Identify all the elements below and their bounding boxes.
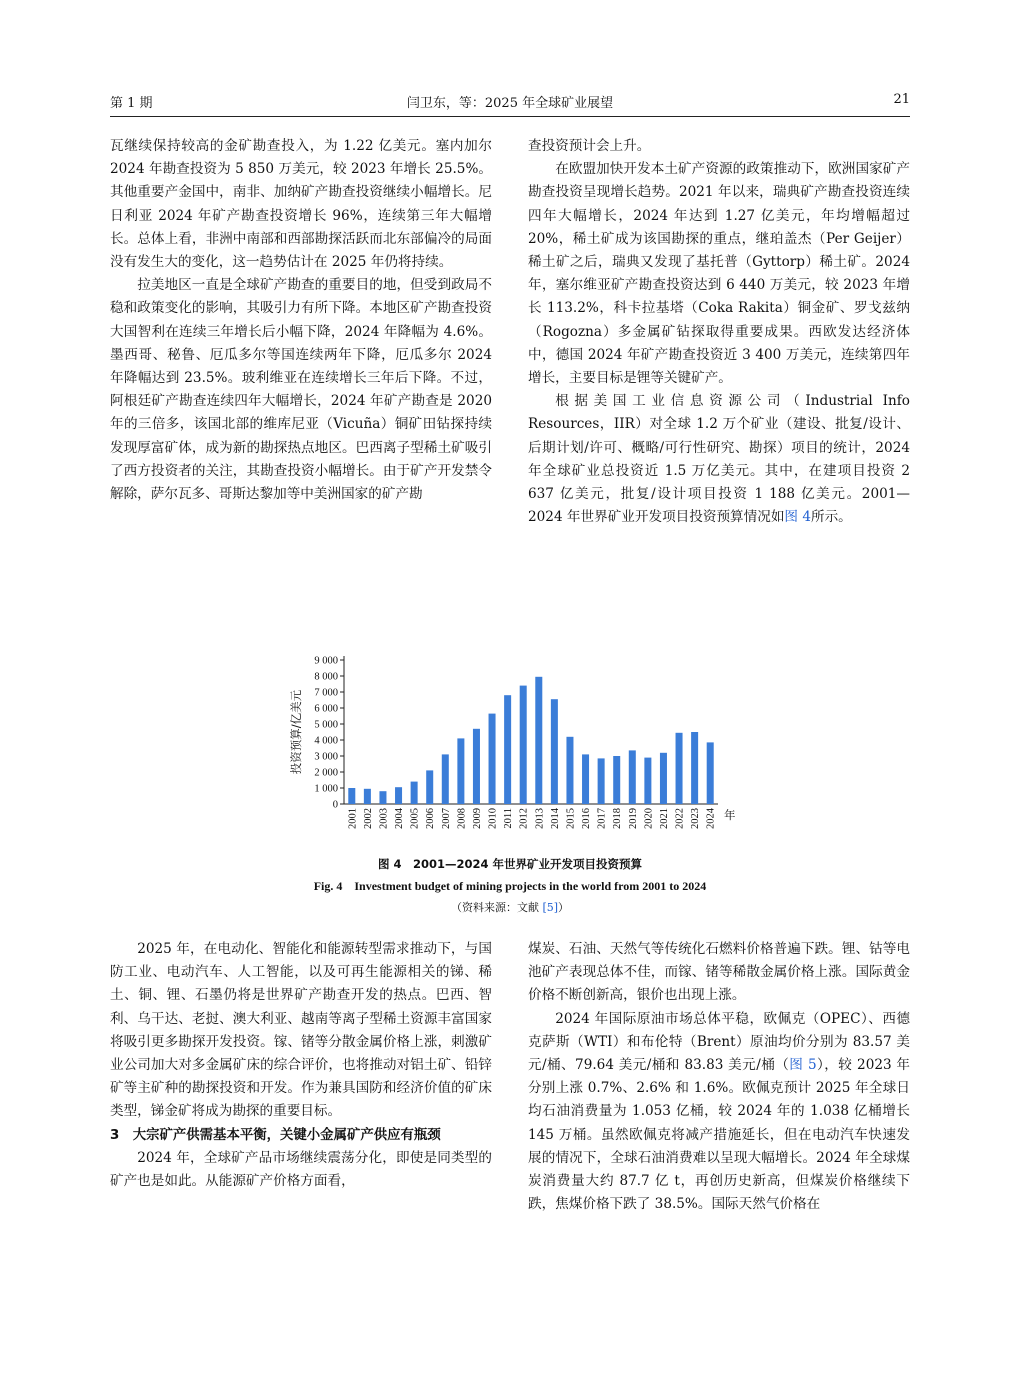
bar-2011 [504, 695, 511, 804]
x-tick-label: 2007 [440, 808, 452, 829]
left-column-top [110, 135, 492, 506]
paragraph-europe: 在欧盟加快开发本土矿产资源的政策推动下，欧洲国家矿产勘查投资呈现增长趋势。2021 年以来，瑞典矿产勘查投资连续四年大幅增长，2024 年达到 1.27 亿美元，年均增幅超过 20%，稀土矿成为该国勘探的重点，继珀盖杰（Per Geijer）稀土矿之后，瑞典又发现了基托普（Gyttorp）稀土矿。2024 年，塞尔维亚矿产勘查投资达到 6 440 万美元，较 2023 年增长 113.2%，科卡拉基塔（Coka Rakita）铜金矿、罗戈兹纳（Rogozna）多金属矿钻探取得重要成果。西欧发达经济体中，德国 2024 年矿产勘查投资近 3 400 万美元，连续第四年增长，主要目标是锂等关键矿产。 [528, 161, 910, 387]
bar-2007 [442, 754, 449, 804]
x-tick-label: 2015 [565, 808, 577, 829]
y-tick-label: 6 000 [314, 703, 338, 715]
right-column-bottom [528, 938, 910, 1216]
x-tick-label: 2016 [581, 808, 593, 829]
bar-2017 [598, 758, 605, 804]
x-tick-label: 2006 [425, 808, 437, 829]
figure-source [110, 899, 910, 915]
x-tick-label: 2018 [612, 808, 624, 829]
x-tick-label: 2010 [487, 808, 499, 829]
x-tick-label: 2013 [534, 808, 546, 829]
paragraph-oil-market [528, 1008, 910, 1217]
bar-2012 [520, 686, 527, 804]
oil-text-end: ），较 2023 年分别上涨 0.7%、2.6% 和 1.6%。欧佩克预计 2025 年全球日均石油消费量为 1.053 亿桶，较 2024 年的 1.038 亿桶增长 145 万桶。虽然欧佩克将减产措施延长，但在电动汽车快速发展的情况下，全球石油消费难以呈现大幅增长。2024 年全球煤炭消费量大约 87.7 亿 t，再创历史新高，但煤炭价格继续下跌，焦煤价格下跌了 38.5%。国际天然气价格在 [528, 1057, 910, 1213]
bar-2018 [613, 756, 620, 804]
x-tick-label: 2020 [643, 808, 655, 829]
bar-2010 [489, 714, 496, 804]
iir-text: 根据美国工业信息资源公司（Industrial Info Resources，IIR）对全球 1.2 万个矿业（建设、批复/设计、后期计划/许可、概略/可行性研究、勘探）项目的统计，2024 年全球矿业总投资近 1.5 万亿美元。其中，在建项目投资 2 637 亿美元，批复/设计项目投资 1 188 亿美元。2001—2024 年世界矿业开发项目投资预算情况如 [528, 393, 910, 526]
header-rule [110, 116, 910, 117]
bar-2008 [457, 738, 464, 804]
y-tick-label: 0 [332, 799, 338, 811]
running-header [110, 92, 910, 114]
x-axis-label: 年 [724, 808, 736, 822]
figure-4-link[interactable]: 图 4 [784, 509, 811, 526]
page-number: 21 [893, 92, 910, 107]
paragraph-market-2024: 2024 年，全球矿产品市场继续震荡分化，即使是同类型的矿产也是如此。从能源矿产价格方面看， [110, 1149, 492, 1190]
running-title: 闫卫东，等：2025 年全球矿业展望 [406, 96, 614, 111]
x-tick-label: 2001 [347, 808, 359, 829]
bar-2021 [660, 753, 667, 804]
y-tick-label: 8 000 [314, 671, 338, 683]
bar-2002 [364, 789, 371, 804]
y-tick-label: 1 000 [314, 783, 338, 795]
x-tick-label: 2008 [456, 808, 468, 829]
x-tick-label: 2021 [658, 808, 670, 829]
paragraph-2025-outlook: 2025 年，在电动化、智能化和能源转型需求推动下，与国防工业、电动汽车、人工智能，以及可再生能源相关的锑、稀土、铜、锂、石墨仍将是世界矿产勘查开发的热点。巴西、智利、乌干达、老挝、澳大利亚、越南等离子型稀土资源丰富国家将吸引更多勘探开发投资。镓、锗等分散金属价格上涨，刺激矿业公司加大对多金属矿床的综合评价，也将推动对铝土矿、铅锌矿等主矿种的勘探投资和开发。作为兼具国防和经济价值的矿床类型，锑金矿将成为勘探的重要目标。 [110, 941, 492, 1120]
paragraph-continuation: 查投资预计会上升。 [528, 138, 651, 154]
figure-5-link[interactable]: 图 5 [789, 1057, 817, 1074]
paragraph-latin-america: 拉美地区一直是全球矿产勘查的重要目的地，但受到政局不稳和政策变化的影响，其吸引力有所下降。本地区矿产勘查投资大国智利在连续三年增长后小幅下降，2024 年降幅为 4.6%。墨西哥、秘鲁、厄瓜多尔等国连续两年下降，厄瓜多尔 2024 年降幅达到 23.5%。玻利维亚在连续增长三年后下降。不过，阿根廷矿产勘查连续四年大幅增长，2024 年矿产勘查是 2020 年的三倍多，该国北部的维库尼亚（Vicuña）铜矿田钻探持续发现厚富矿体，成为新的勘探热点地区。巴西离子型稀土矿吸引了西方投资者的关注，其勘查投资小幅增长。由于矿产开发禁令解除，萨尔瓦多、哥斯达黎加等中美洲国家的矿产勘 [110, 277, 492, 503]
y-tick-label: 5 000 [314, 719, 338, 731]
x-tick-label: 2009 [471, 808, 483, 829]
x-tick-label: 2024 [705, 808, 717, 829]
x-tick-label: 2022 [674, 808, 686, 829]
y-tick-label: 9 000 [314, 655, 338, 667]
y-tick-label: 7 000 [314, 687, 338, 699]
bar-2014 [551, 699, 558, 804]
investment-bar-chart [270, 648, 750, 858]
iir-text-end: 所示。 [811, 509, 852, 526]
bar-2005 [411, 782, 418, 804]
bar-2004 [395, 787, 402, 804]
left-column-bottom [110, 938, 492, 1193]
x-tick-label: 2003 [378, 808, 390, 829]
x-tick-label: 2011 [503, 808, 515, 829]
oil-text: 2024 年国际原油市场总体平稳，欧佩克（OPEC）、西德克萨斯（WTI）和布伦特（Brent）原油均价分别为 83.57 美元/桶、79.64 美元/桶和 83.83 美元/桶（ [528, 1010, 910, 1074]
x-tick-label: 2017 [596, 808, 608, 829]
bar-2003 [379, 791, 386, 804]
y-tick-label: 3 000 [314, 751, 338, 763]
issue-number: 第 1 期 [110, 96, 153, 111]
paragraph-africa: 瓦继续保持较高的金矿勘查投入，为 1.22 亿美元。塞内加尔 2024 年勘查投资为 5 850 万美元，较 2023 年增长 25.5%。其他重要产金国中，南非、加纳矿产勘查投资继续小幅增长。尼日利亚 2024 年矿产勘查投资增长 96%，连续第三年大幅增长。总体上看，非洲中南部和西部勘探活跃而北东部偏冷的局面没有发生大的变化，这一趋势估计在 2025 年仍将持续。 [110, 138, 492, 271]
source-text: （资料来源：文献 [450, 901, 543, 914]
figure-caption-zh: 图 4 2001—2024 年世界矿业开发项目投资预算 [377, 857, 643, 871]
bar-2022 [676, 733, 683, 804]
right-column-top [528, 135, 910, 529]
x-tick-label: 2004 [394, 808, 406, 829]
bar-2016 [582, 754, 589, 804]
bar-2013 [535, 677, 542, 804]
bar-2001 [348, 788, 355, 804]
x-tick-label: 2002 [362, 808, 374, 829]
x-tick-label: 2014 [549, 808, 561, 829]
x-tick-label: 2005 [409, 808, 421, 829]
bar-2020 [644, 758, 651, 804]
y-tick-label: 4 000 [314, 735, 338, 747]
bar-2006 [426, 770, 433, 804]
reference-5-link[interactable]: [5] [542, 901, 559, 914]
x-tick-label: 2023 [690, 808, 702, 829]
source-text-end: ） [558, 901, 570, 914]
figure-4 [270, 648, 750, 858]
bar-2023 [691, 732, 698, 804]
figure-caption-en: Fig. 4 Investment budget of mining projects in the world from 2001 to 2024 [313, 879, 707, 893]
bar-2019 [629, 750, 636, 804]
x-tick-label: 2019 [627, 808, 639, 829]
y-axis-label: 投资预算/亿美元 [289, 689, 303, 775]
x-tick-label: 2012 [518, 808, 530, 829]
section-heading-3: 3 大宗矿产供需基本平衡，关键小金属矿产供应有瓶颈 [110, 1127, 441, 1143]
paragraph-energy-prices: 煤炭、石油、天然气等传统化石燃料价格普遍下跌。锂、钴等电池矿产表现总体不佳，而镓、锗等稀散金属价格上涨。国际黄金价格不断创新高，银价也出现上涨。 [528, 941, 910, 1004]
bar-2009 [473, 729, 480, 804]
bar-2024 [707, 742, 714, 804]
bar-2015 [566, 737, 573, 804]
y-tick-label: 2 000 [314, 767, 338, 779]
paragraph-iir-statistics [528, 390, 910, 529]
